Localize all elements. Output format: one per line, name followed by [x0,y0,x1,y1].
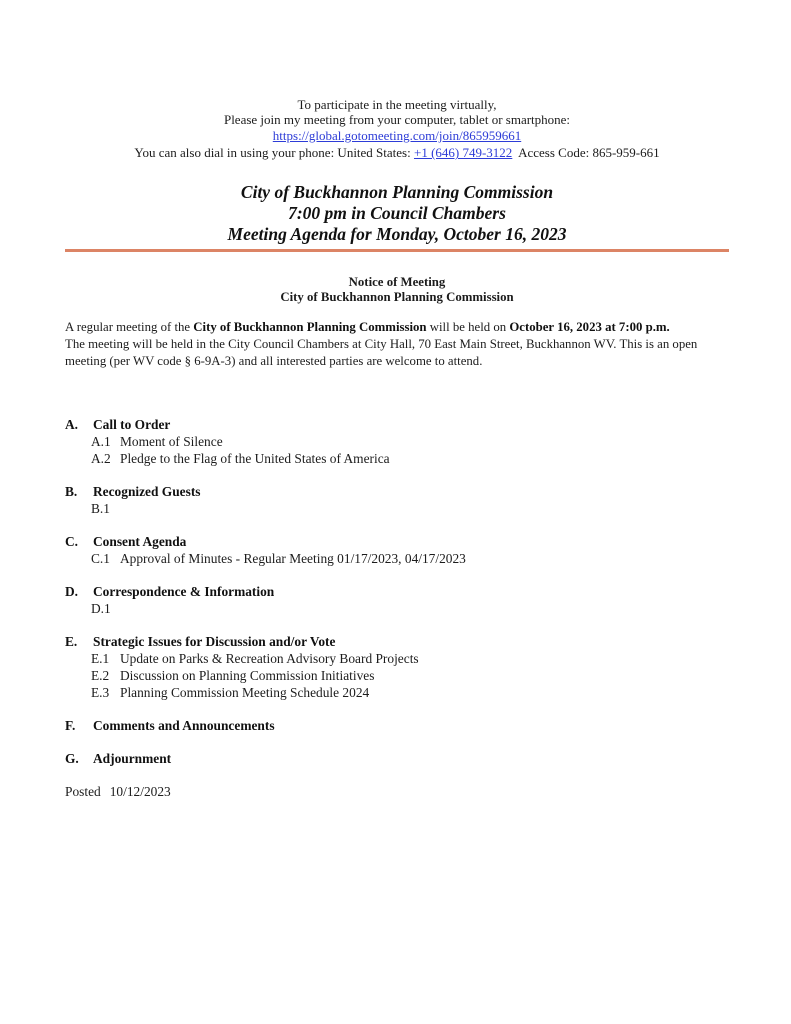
agenda-item [65,667,729,684]
access-code-text: Access Code: 865-959-661 [512,145,660,161]
item-number: E.3 [91,685,110,701]
divider-rule [65,249,729,252]
posted-label: Posted [65,784,101,800]
item-text: Pledge to the Flag of the United States of America [120,451,390,467]
dial-in-line [65,145,729,160]
section-title: Consent Agenda [93,534,187,550]
section-letter: C. [65,534,79,550]
title-line-3: Meeting Agenda for Monday, October 16, 2023 [227,224,567,245]
paragraph-text: The meeting will be held in the City Council Chambers at City Hall, 70 East Main Street, Buckhannon WV. This is an open [65,336,698,351]
item-text: Planning Commission Meeting Schedule 2024 [120,685,370,701]
agenda-section [65,633,729,701]
item-number: A.1 [91,434,111,450]
paragraph-line [65,353,729,370]
notice-heading-line-1: Notice of Meeting [348,274,446,289]
virtual-info-line-2: Please join my meeting from your computer, tablet or smartphone: [223,112,571,128]
section-letter: D. [65,584,79,600]
dial-in-prefix: You can also dial in using your phone: United States: [134,145,414,161]
agenda-section-heading [65,717,729,734]
section-title: Strategic Issues for Discussion and/or Vote [93,634,336,650]
paragraph-bold-text: October 16, 2023 at 7:00 p.m. [509,319,670,334]
item-text: Discussion on Planning Commission Initiatives [120,668,375,684]
agenda-item [65,550,729,567]
item-number: E.2 [91,668,110,684]
section-title: Correspondence & Information [93,584,275,600]
agenda-item [65,684,729,701]
agenda-section [65,717,729,734]
posted-line [65,783,729,800]
agenda-section-heading [65,483,729,500]
phone-link[interactable]: +1 (646) 749-3122 [413,145,513,161]
agenda-section [65,483,729,517]
item-text: Update on Parks & Recreation Advisory Board Projects [120,651,419,667]
section-title: Comments and Announcements [93,718,275,734]
title-line-2: 7:00 pm in Council Chambers [288,202,506,223]
item-number: A.2 [91,451,111,467]
item-number: C.1 [91,551,110,567]
item-text: Approval of Minutes - Regular Meeting 01/17/2023, 04/17/2023 [120,551,466,567]
notice-heading-line-2: City of Buckhannon Planning Commission [280,290,514,305]
document-title [65,182,729,246]
agenda-item [65,433,729,450]
paragraph-line [65,336,729,353]
virtual-meeting-info [65,97,729,161]
section-letter: G. [65,751,79,767]
paragraph-text: meeting (per WV code § 6-9A-3) and all interested parties are welcome to attend. [65,354,483,369]
posted-date: 10/12/2023 [109,784,171,800]
section-letter: E. [65,634,78,650]
meeting-notice-paragraph [65,319,729,371]
section-title: Call to Order [93,417,171,433]
gotomeeting-link[interactable]: https://global.gotomeeting.com/join/865959661 [272,127,522,143]
item-text: Moment of Silence [120,434,223,450]
agenda-section-heading [65,533,729,550]
agenda-section [65,583,729,617]
agenda-section [65,416,729,467]
paragraph-line [65,319,729,336]
agenda-item [65,650,729,667]
agenda-section [65,750,729,767]
paragraph-text: will be held on [426,319,510,334]
section-letter: A. [65,417,79,433]
paragraph-text: A regular meeting of the [65,319,194,334]
agenda-section [65,533,729,567]
section-title: Recognized Guests [93,484,201,500]
section-letter: B. [65,484,78,500]
agenda-section-heading [65,583,729,600]
item-number: E.1 [91,651,110,667]
title-line-1: City of Buckhannon Planning Commission [240,181,554,202]
agenda-item [65,450,729,467]
section-letter: F. [65,718,76,734]
paragraph-bold-text: City of Buckhannon Planning Commission [193,319,427,334]
item-number: D.1 [91,601,111,617]
section-title: Adjournment [93,751,172,767]
agenda-list [65,416,729,767]
meeting-link-line [65,128,729,143]
agenda-item [65,600,729,617]
virtual-info-line-1: To participate in the meeting virtually, [297,97,497,112]
notice-heading [65,275,729,306]
agenda-section-heading [65,416,729,433]
agenda-section-heading [65,633,729,650]
item-number: B.1 [91,501,110,517]
agenda-section-heading [65,750,729,767]
agenda-item [65,500,729,517]
